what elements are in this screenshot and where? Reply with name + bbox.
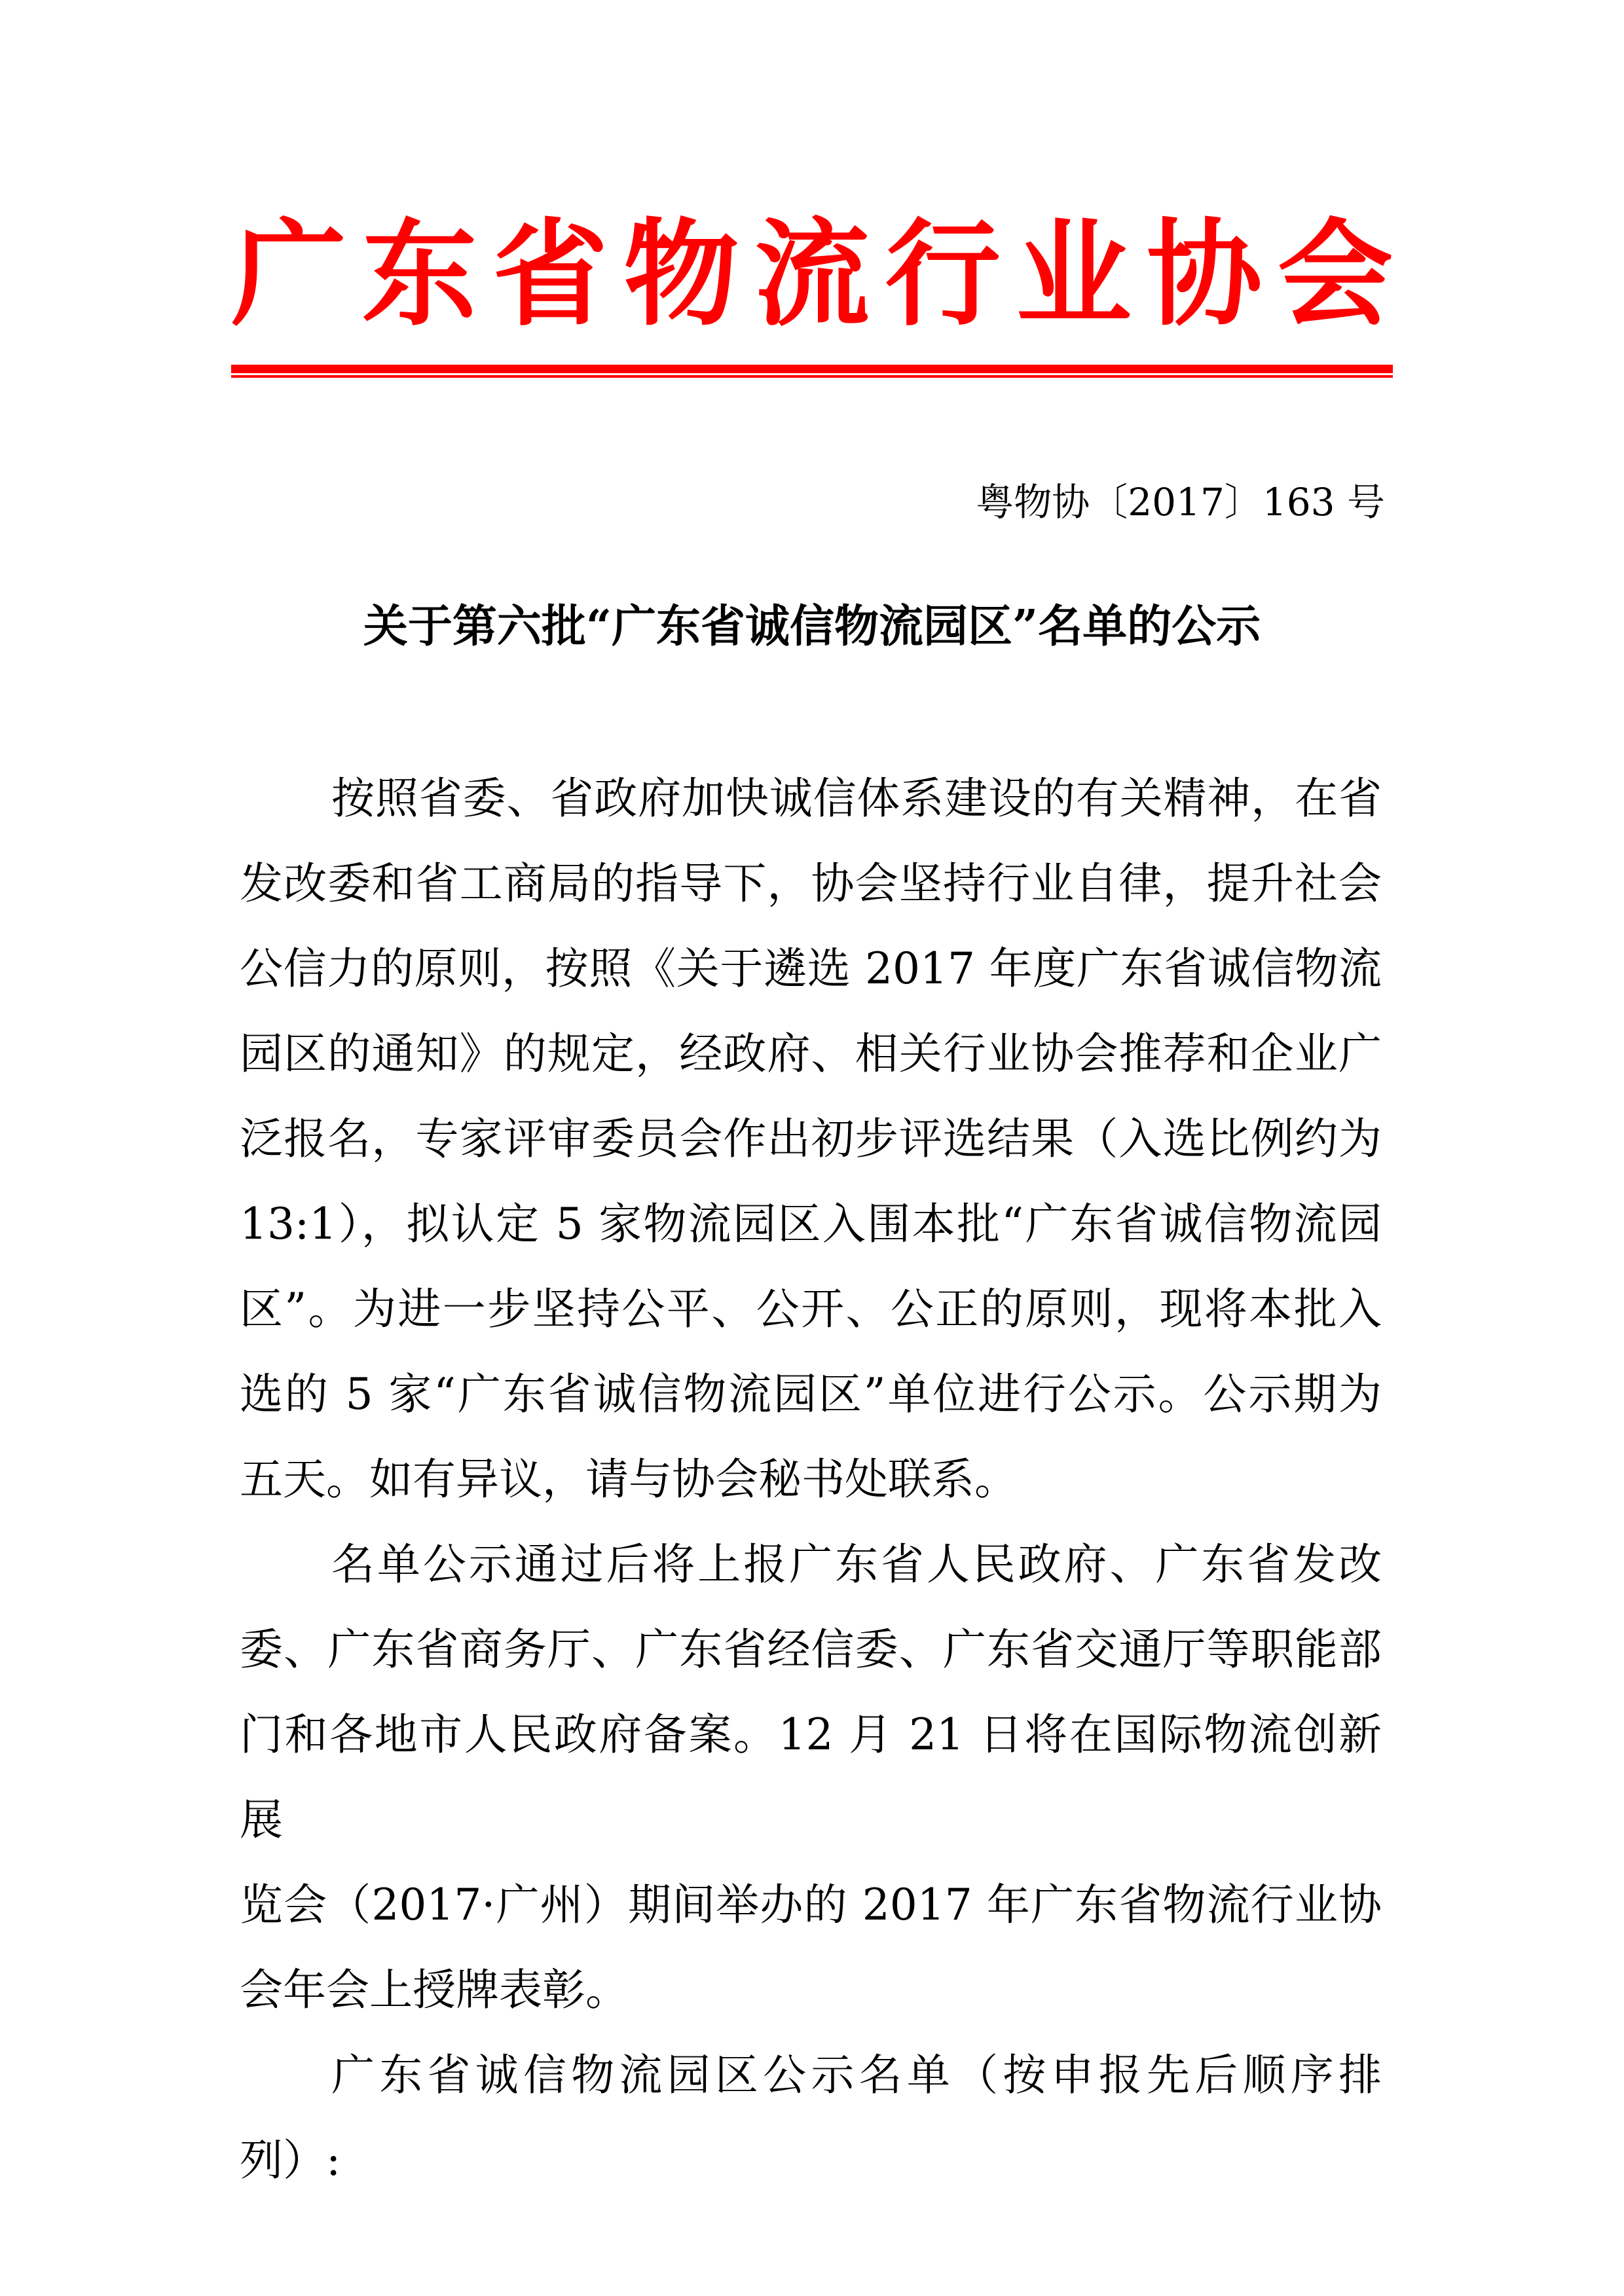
letterhead-rule-thick <box>231 365 1393 373</box>
paragraph-line: 区”。为进一步坚持公平、公开、公正的原则，现将本批入 <box>240 1284 1382 1334</box>
paragraph-line: 五天。如有异议，请与协会秘书处联系。 <box>240 1454 1018 1504</box>
letterhead-title: 广东省物流行业协会 <box>231 206 1393 342</box>
paragraph-line: 览会（2017·广州）期间举办的 2017 年广东省物流行业协 <box>240 1880 1382 1930</box>
paragraph-line: 按照省委、省政府加快诚信体系建设的有关精神，在省 <box>331 773 1382 824</box>
paragraph-line: 选的 5 家“广东省诚信物流园区”单位进行公示。公示期为 <box>240 1369 1382 1419</box>
paragraph-line: 会年会上授牌表彰。 <box>240 1965 629 2015</box>
paragraph-line: 广东省诚信物流园区公示名单（按申报先后顺序排列）: <box>240 2050 1382 2185</box>
paragraph-line: 泛报名，专家评审委员会作出初步评选结果（入选比例约为 <box>240 1114 1382 1164</box>
notice-body <box>240 756 1382 2203</box>
notice-title: 关于第六批“广东省诚信物流园区”名单的公示 <box>363 600 1261 653</box>
paragraph-line: 委、广东省商务厅、广东省经信委、广东省交通厅等职能部 <box>240 1624 1382 1675</box>
paragraph-line: 名单公示通过后将上报广东省人民政府、广东省发改 <box>331 1539 1382 1590</box>
letterhead-rule-thin <box>231 375 1393 378</box>
paragraph-line: 公信力的原则，按照《关于遴选 2017 年度广东省诚信物流 <box>240 943 1382 994</box>
paragraph-line: 门和各地市人民政府备案。12 月 21 日将在国际物流创新展 <box>240 1709 1382 1845</box>
paragraph-line: 发改委和省工商局的指导下，协会坚持行业自律，提升社会 <box>240 858 1382 909</box>
document-number: 粤物协〔2017〕163 号 <box>976 480 1385 524</box>
paragraph-line: 13:1），拟认定 5 家物流园区入围本批“广东省诚信物流园 <box>240 1199 1382 1249</box>
paragraph-line: 园区的通知》的规定，经政府、相关行业协会推荐和企业广 <box>240 1029 1382 1079</box>
